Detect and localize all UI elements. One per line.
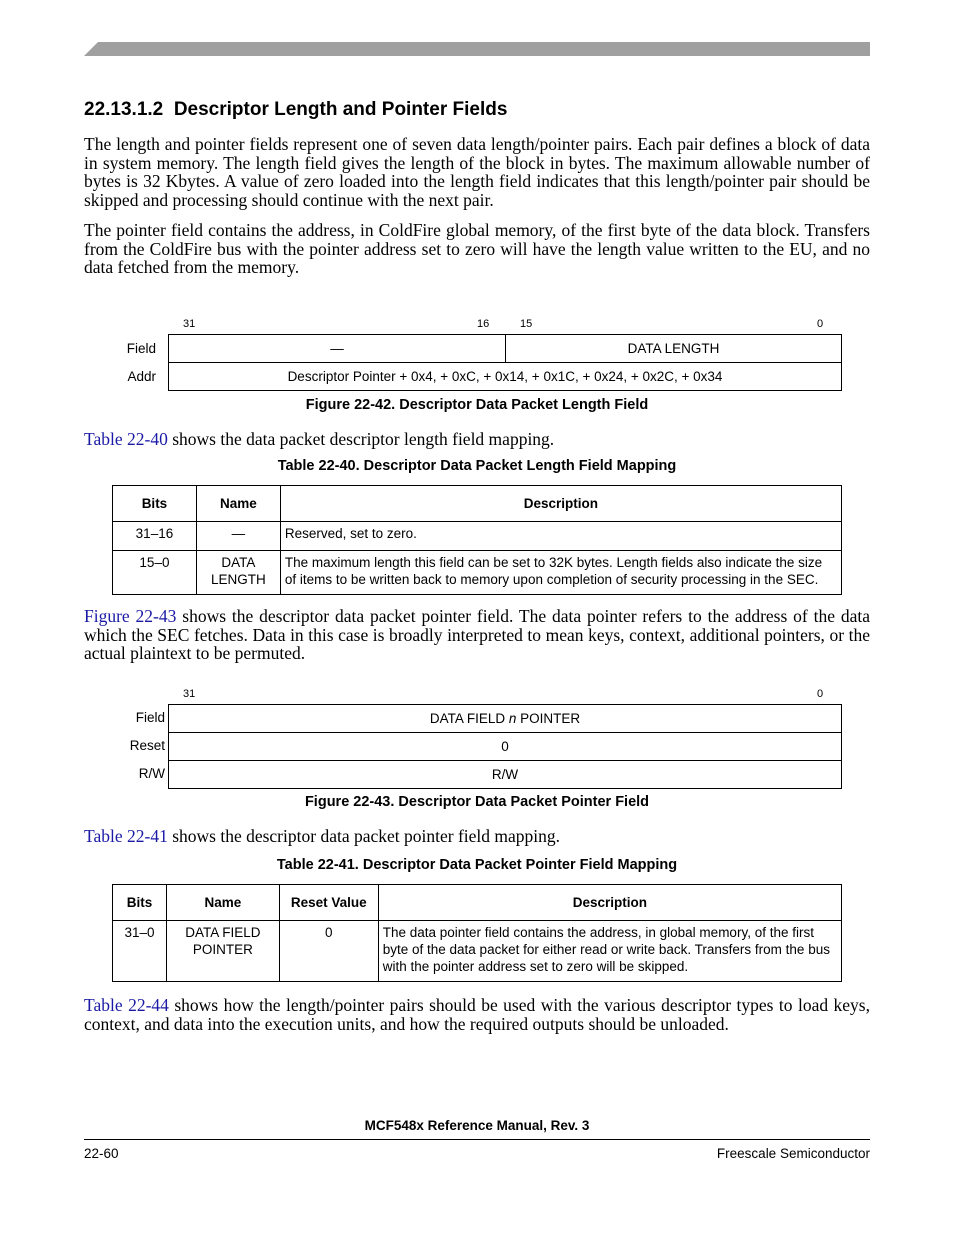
paragraph-1: The length and pointer fields represent one of seven data length/pointer pairs. Each pair defines a block of data in system memory. The length field gives the length of the block in bytes. The maximum allowable number of bytes is 32 Kbytes. A value of zero loaded into the length field indicates that this length/pointer pair should be skipped and processing should continue with the next pair. xyxy=(84,134,870,210)
paragraph-5: Table 22-41 shows the descriptor data packet pointer field mapping. xyxy=(84,826,561,846)
row-label-addr: Addr xyxy=(127,369,156,384)
table-22-41 xyxy=(112,884,842,982)
table-row xyxy=(113,551,842,595)
bit-0-label: 0 xyxy=(817,688,824,700)
rw-cell: R/W xyxy=(168,760,842,789)
section-number: 22.13.1.2 xyxy=(84,99,164,120)
addr-cell: Descriptor Pointer + 0x4, + 0xC, + 0x14, + 0x1C, + 0x24, + 0x2C, + 0x34 xyxy=(168,362,842,391)
row-label-reset: Reset xyxy=(129,738,165,753)
cell-description: The maximum length this field can be set to 32K bytes. Length fields also indicate the size of items to be written back to memory upon completion of security processing in the SEC. xyxy=(280,551,841,595)
table-header-row xyxy=(113,885,842,921)
cell-description: Reserved, set to zero. xyxy=(280,522,841,551)
paragraph-3: Table 22-40 shows the data packet descriptor length field mapping. xyxy=(84,429,555,449)
table-22-44-link[interactable]: Table 22-44 xyxy=(84,995,169,1015)
bit-31-label: 31 xyxy=(183,318,196,330)
paragraph-2: The pointer field contains the address, in ColdFire global memory, of the first byte of the data block. Transfers from the ColdFire bus with the pointer address set to zero will have the length value written to the EU, and no data fetched from the memory. xyxy=(84,220,870,278)
figure-22-42-caption: Figure 22-42. Descriptor Data Packet Length Field xyxy=(305,397,649,413)
section-title: Descriptor Length and Pointer Fields xyxy=(173,99,508,120)
footer-divider xyxy=(84,1139,870,1140)
bit-31-label: 31 xyxy=(183,688,196,700)
footer-title: MCF548x Reference Manual, Rev. 3 xyxy=(364,1118,590,1133)
data-length-cell: DATA LENGTH xyxy=(505,334,842,363)
cell-bits: 15–0 xyxy=(113,551,197,595)
table-22-40 xyxy=(112,485,842,595)
table-22-40-link[interactable]: Table 22-40 xyxy=(84,429,168,449)
cell-description: The data pointer field contains the address, in global memory, of the first byte of the data packet for either read or write back. Transfers from the bus with the pointer address set to zero will be skipped. xyxy=(378,921,841,982)
bit-0-label: 0 xyxy=(817,318,824,330)
header-bar xyxy=(84,42,870,56)
table-22-40-caption: Table 22-40. Descriptor Data Packet Length Field Mapping xyxy=(277,458,677,474)
header-name: Name xyxy=(196,486,280,522)
cell-reset-value: 0 xyxy=(279,921,378,982)
table-row xyxy=(113,522,842,551)
header-bits: Bits xyxy=(113,486,197,522)
bit-15-label: 15 xyxy=(520,318,533,330)
cell-name: DATA FIELD POINTER xyxy=(166,921,279,982)
pointer-field-cell: DATA FIELD n POINTER xyxy=(168,704,842,733)
header-description: Description xyxy=(378,885,841,921)
page-number: 22-60 xyxy=(84,1146,119,1161)
table-header-row xyxy=(113,486,842,522)
table-row xyxy=(113,921,842,982)
cell-bits: 31–16 xyxy=(113,522,197,551)
cell-name: DATA LENGTH xyxy=(196,551,280,595)
reset-value-cell: 0 xyxy=(168,732,842,761)
row-label-rw: R/W xyxy=(138,766,165,781)
figure-22-43-link[interactable]: Figure 22-43 xyxy=(84,606,177,626)
bit-16-label: 16 xyxy=(477,318,490,330)
cell-name: — xyxy=(196,522,280,551)
header-reset-value: Reset Value xyxy=(279,885,378,921)
header-description: Description xyxy=(280,486,841,522)
section-heading xyxy=(84,99,507,121)
paragraph-4: Figure 22-43 shows the descriptor data packet pointer field. The data pointer refers to the address of the data which the SEC fetches. Data in this case is broadly interpreted to mean keys, context, additional pointers, or the actual plaintext to be permuted. xyxy=(84,606,870,664)
row-label-field: Field xyxy=(126,341,156,356)
table-22-41-caption: Table 22-41. Descriptor Data Packet Pointer Field Mapping xyxy=(276,857,678,873)
header-bits: Bits xyxy=(113,885,167,921)
company-name: Freescale Semiconductor xyxy=(716,1146,870,1161)
cell-bits: 31–0 xyxy=(113,921,167,982)
figure-22-43-caption: Figure 22-43. Descriptor Data Packet Pointer Field xyxy=(304,794,650,810)
paragraph-6: Table 22-44 shows how the length/pointer pairs should be used with the various descriptor types to load keys, context, and data into the execution units, and how the required outputs should be unloaded. xyxy=(84,995,870,1034)
table-22-41-link[interactable]: Table 22-41 xyxy=(84,826,168,846)
reserved-field-cell: — xyxy=(168,334,506,363)
header-name: Name xyxy=(166,885,279,921)
row-label-field: Field xyxy=(135,710,165,725)
